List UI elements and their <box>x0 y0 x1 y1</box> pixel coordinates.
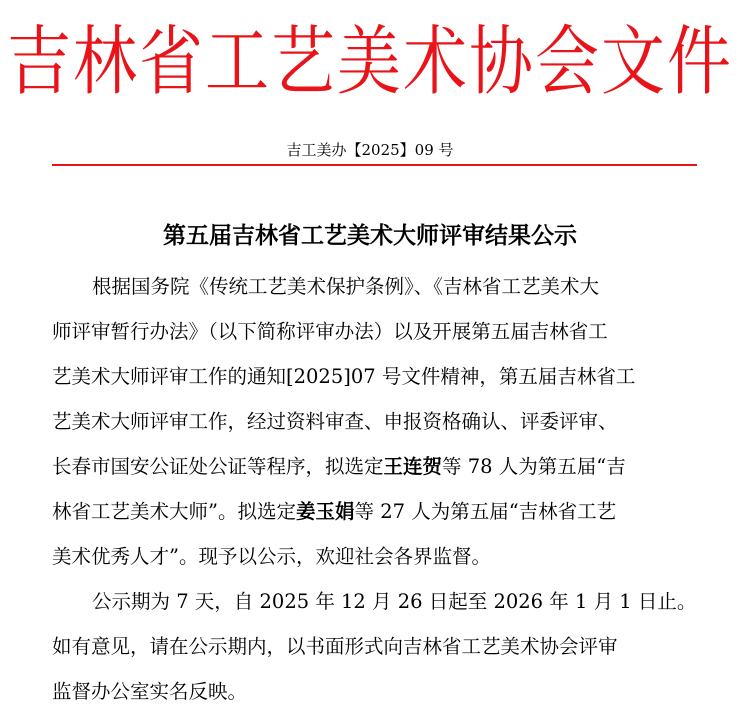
document-number: 吉工美办【2025】09 号 <box>286 141 454 159</box>
paragraph-1-line-1: 根据国务院《传统工艺美术保护条例》、《吉林省工艺美术大 <box>92 275 600 298</box>
paragraph-2-line-1: 公示期为 7 天，自 2025 年 12 月 26 日起至 2026 年 1 月 1 日止。 <box>92 590 697 613</box>
line-6-text-after: 等 27 人为第五届“吉林省工艺 <box>354 500 617 523</box>
document-title: 第五届吉林省工艺美术大师评审结果公示 <box>163 222 577 249</box>
talent-representative-name: 姜玉娟 <box>295 500 355 523</box>
line-5-text-after: 等 78 人为第五届“吉 <box>442 455 626 478</box>
paragraph-1-line-4: 艺美术大师评审工作，经过资料审查、申报资格确认、评委评审、 <box>52 410 618 433</box>
line-5-text-before: 长春市国安公证处公证等程序，拟选定 <box>52 455 384 478</box>
paragraph-1-line-3: 艺美术大师评审工作的通知[2025]07 号文件精神，第五届吉林省工 <box>52 365 636 388</box>
paragraph-2-line-3: 监督办公室实名反映。 <box>52 680 248 703</box>
red-divider-rule <box>52 164 697 166</box>
paragraph-1-line-5 <box>52 452 702 482</box>
paragraph-1-line-6 <box>52 497 702 527</box>
paragraph-2-line-2: 如有意见，请在公示期内，以书面形式向吉林省工艺美术协会评审 <box>52 635 618 658</box>
line-6-text-before: 林省工艺美术大师”。拟选定 <box>52 500 296 523</box>
masthead-title: 吉林省工艺美术协会文件 <box>7 18 733 107</box>
paragraph-1-line-7: 美术优秀人才”。现予以公示，欢迎社会各界监督。 <box>52 545 491 568</box>
paragraph-1-line-2: 师评审暂行办法》（以下简称评审办法）以及开展第五届吉林省工 <box>52 320 608 343</box>
master-representative-name: 王连贺 <box>383 455 443 478</box>
